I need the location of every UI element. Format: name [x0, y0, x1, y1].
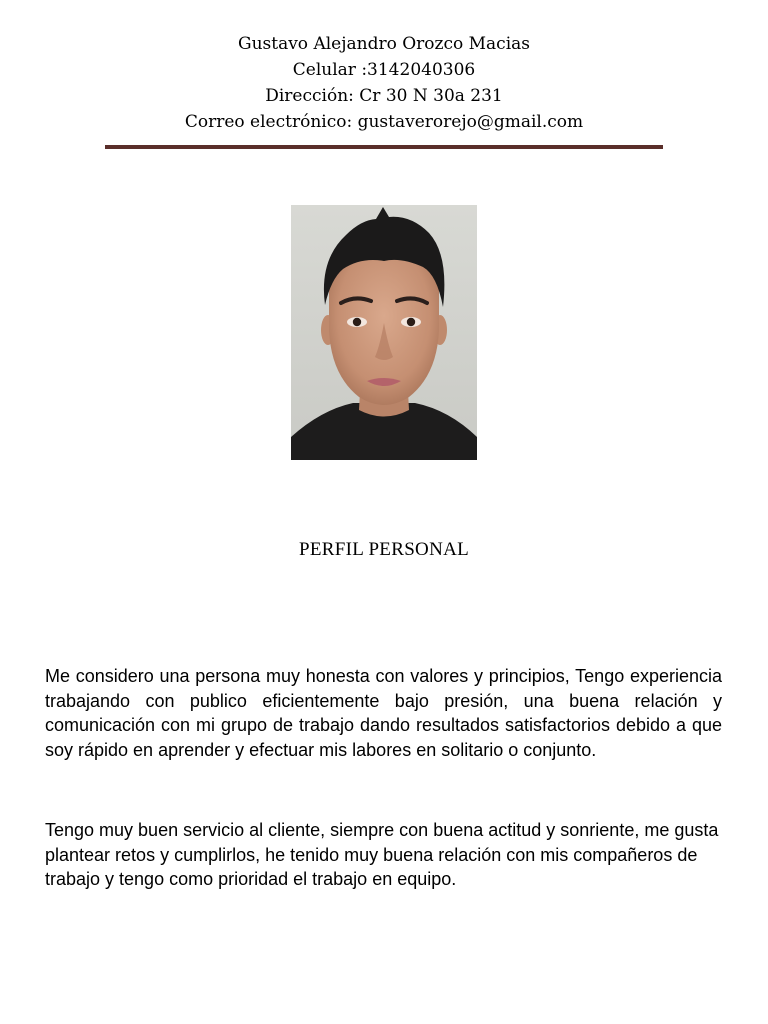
full-name: Gustavo Alejandro Orozco Macias	[237, 34, 530, 54]
phone-line: Celular :3142040306	[292, 60, 476, 80]
profile-paragraph-2: Tengo muy buen servicio al cliente, siempre con buena actitud y sonriente, me gusta plantear retos y cumplirlos, he tenido muy buena relación con mis compañeros de trabajo y tengo como prioridad el trabajo en equipo.	[45, 820, 719, 889]
email-line: Correo electrónico: gustaverorejo@gmail.com	[184, 112, 584, 132]
profile-paragraph-1: Me considero una persona muy honesta con valores y principios, Tengo experiencia trabajando con publico eficientemente bajo presión, una buena relación y comunicación con mi grupo de trabajo dando resultados satisfactorios debido a que soy rápido en aprender y efectuar mis labores en solitario o conjunto.	[45, 666, 722, 760]
profile-photo	[291, 205, 477, 460]
header-divider	[105, 145, 663, 149]
address-line: Dirección: Cr 30 N 30a 231	[265, 86, 503, 106]
section-title: PERFIL PERSONAL	[298, 539, 470, 560]
contact-header	[0, 31, 768, 135]
